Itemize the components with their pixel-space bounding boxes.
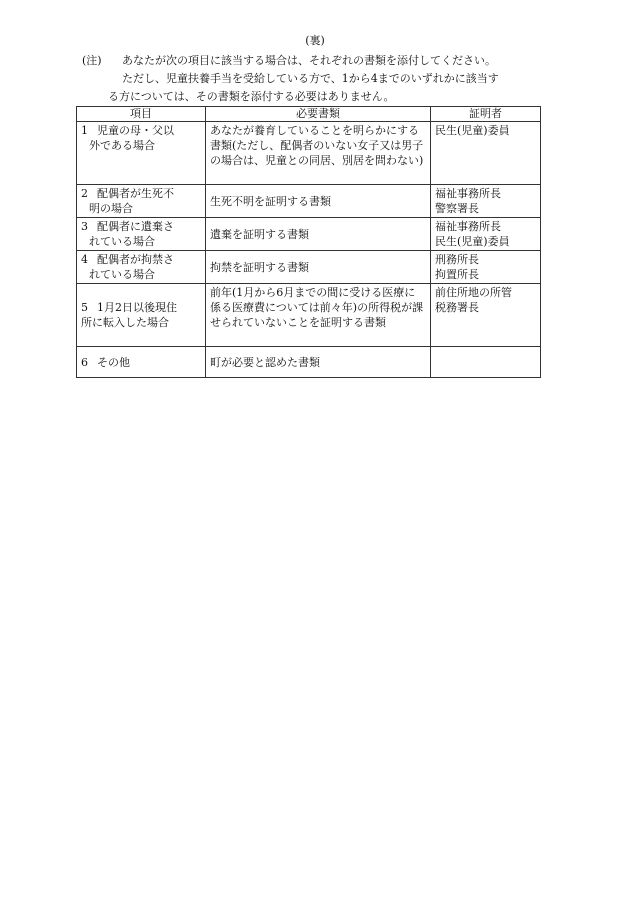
header-item: 項目 (77, 107, 206, 122)
item-number: 2 (81, 187, 88, 200)
table-header-row (77, 107, 541, 122)
document-cell: 拘禁を証明する書類 (206, 251, 431, 284)
certifier-1: 前住所地の所管 (435, 286, 512, 299)
note-block (82, 52, 552, 106)
item-cell (77, 185, 206, 218)
certifier-2: 拘置所長 (435, 268, 479, 281)
item-text-a: 配偶者に遺棄さ (97, 220, 174, 233)
document-cell: 遺棄を証明する書類 (206, 218, 431, 251)
item-text-a: 配偶者が拘禁さ (97, 253, 174, 266)
item-number: 6 (81, 355, 88, 369)
certifier-cell (431, 251, 541, 284)
certifier-cell (431, 284, 541, 347)
item-text-b: れている場合 (89, 268, 155, 281)
item-number: 4 (81, 253, 88, 266)
required-documents-table (76, 106, 541, 378)
note-line-1 (82, 52, 552, 70)
certifier-1: 福祉事務所長 (435, 187, 501, 200)
certifier-2: 警察署長 (435, 202, 479, 215)
certifier-1: 民生(児童)委員 (435, 124, 510, 137)
certifier-2: 税務署長 (435, 301, 479, 314)
item-text-a: 1月2日以後現住 (97, 301, 177, 314)
item-cell (77, 284, 206, 347)
item-text-b: 明の場合 (89, 202, 133, 215)
certifier-1: 福祉事務所長 (435, 220, 501, 233)
table-row (77, 218, 541, 251)
table-row (77, 185, 541, 218)
item-text-b: 外である場合 (89, 139, 155, 152)
table-row (77, 284, 541, 347)
certifier-cell (431, 122, 541, 185)
certifier-2: 民生(児童)委員 (435, 235, 510, 248)
header-documents: 必要書類 (206, 107, 431, 122)
item-cell (77, 347, 206, 378)
document-cell: 生死不明を証明する書類 (206, 185, 431, 218)
certifier-cell (431, 185, 541, 218)
certifier-1: 刑務所長 (435, 253, 479, 266)
item-number: 1 (81, 124, 88, 137)
item-text-a: その他 (97, 355, 130, 369)
item-number: 3 (81, 220, 88, 233)
item-number: 5 (81, 301, 88, 314)
item-text-a: 配偶者が生死不 (97, 187, 174, 200)
table-row (77, 251, 541, 284)
item-cell (77, 122, 206, 185)
table-row (77, 122, 541, 185)
reverse-side-mark: (裏) (305, 34, 325, 47)
note-line-2: ただし、児童扶養手当を受給している方で、1から4までのいずれかに該当す (122, 72, 499, 85)
document-cell: 前年(1月から6月までの間に受ける医療に係る医療費については前々年)の所得税が課せられていないことを証明する書類 (206, 284, 431, 347)
certifier-cell (431, 347, 541, 378)
header-certifier: 証明者 (431, 107, 541, 122)
document-cell: あなたが養育していることを明らかにする書類(ただし、配偶者のいない女子又は男子の場合は、児童との同居、別居を問わない) (206, 122, 431, 185)
table-row (77, 347, 541, 378)
item-cell (77, 218, 206, 251)
note-text-1: あなたが次の項目に該当する場合は、それぞれの書類を添付してください。 (122, 54, 496, 67)
item-text-b: 所に転入した場合 (81, 316, 169, 329)
item-text-a: 児童の母・父以 (97, 124, 174, 137)
certifier-cell (431, 218, 541, 251)
document-cell: 町が必要と認めた書類 (206, 347, 431, 378)
item-text-b: れている場合 (89, 235, 155, 248)
note-label: (注) (82, 54, 102, 67)
item-cell (77, 251, 206, 284)
note-line-3: る方については、その書類を添付する必要はありません。 (108, 90, 395, 103)
